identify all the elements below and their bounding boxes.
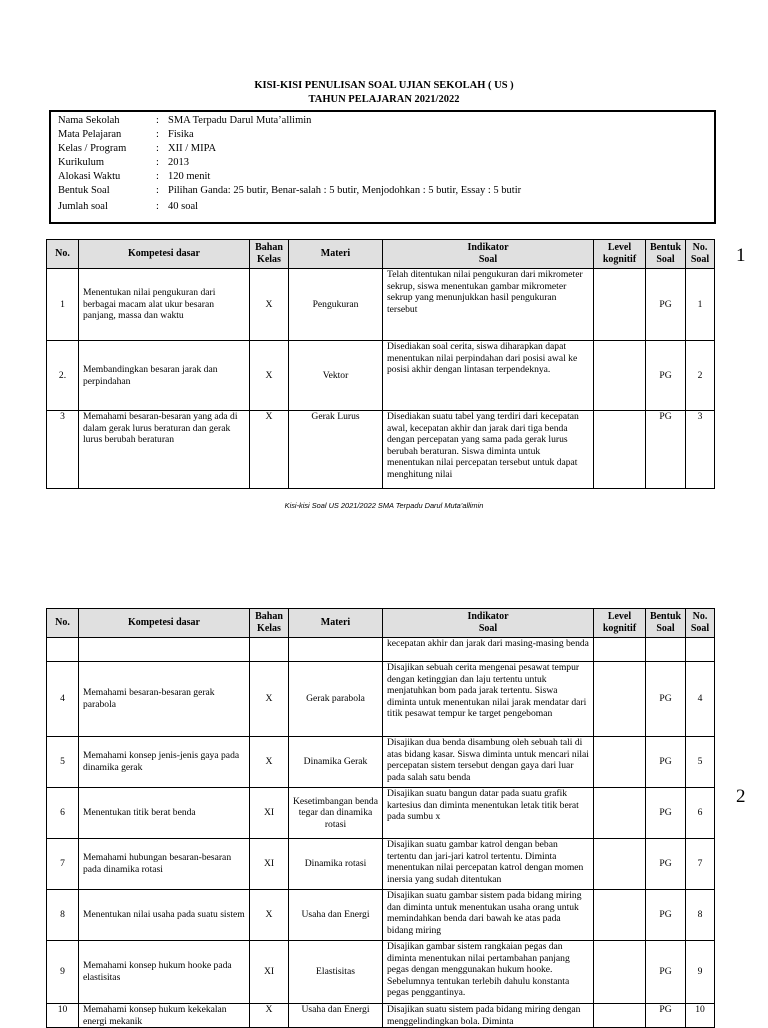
info-colon: : xyxy=(156,185,159,196)
cell-bentuk-soal-text: PG xyxy=(659,966,672,978)
cell-bentuk-soal-text: PG xyxy=(659,909,672,921)
cell-no xyxy=(47,788,79,839)
cell-kompetensi-dasar xyxy=(79,341,250,411)
cell-indikator-soal-text: Disajikan dua benda disambung oleh sebuah tali di atas bidang kasar. Siswa diminta untuk mencari nilai percepatan sistem tersebut dengan gaya dari luar pada salah satu benda xyxy=(387,737,589,783)
cell-materi xyxy=(289,269,383,341)
cell-no-text: 6 xyxy=(60,807,65,819)
header-indikator-soal: Indikator Soal xyxy=(383,240,594,269)
header-no: No. xyxy=(47,609,79,638)
cell-no xyxy=(47,341,79,411)
cell-no-soal xyxy=(686,890,715,941)
cell-materi-text: Usaha dan Energi xyxy=(301,1004,370,1015)
cell-materi xyxy=(289,662,383,737)
cell-materi xyxy=(289,638,383,662)
info-value: XII / MIPA xyxy=(168,143,217,154)
table-row xyxy=(47,341,715,411)
cell-kompetensi-dasar-text: Memahami konsep hukum hooke pada elastisitas xyxy=(83,960,232,983)
info-row xyxy=(58,157,189,169)
cell-no xyxy=(47,411,79,489)
info-value: 2013 xyxy=(168,157,189,168)
header-level-kognitif: Level kognitif xyxy=(594,609,646,638)
info-colon: : xyxy=(156,129,159,140)
cell-no-text: 8 xyxy=(60,909,65,921)
cell-indikator-soal xyxy=(383,269,594,341)
cell-bahan-kelas xyxy=(250,411,289,489)
cell-indikator-soal xyxy=(383,941,594,1004)
cell-bentuk-soal xyxy=(646,737,686,788)
cell-no-text: 4 xyxy=(60,693,65,705)
cell-materi xyxy=(289,839,383,890)
cell-no xyxy=(47,737,79,788)
cell-bentuk-soal-text: PG xyxy=(659,1004,672,1015)
cell-bentuk-soal xyxy=(646,269,686,341)
cell-no-soal-text: 7 xyxy=(697,858,703,870)
info-label: Jumlah soal xyxy=(58,201,108,212)
cell-indikator-soal xyxy=(383,737,594,788)
info-value: 120 menit xyxy=(168,171,211,182)
cell-bahan-kelas-text: X xyxy=(265,1004,273,1015)
cell-bentuk-soal xyxy=(646,788,686,839)
cell-kompetensi-dasar-text: Memahami besaran-besaran gerak parabola xyxy=(83,687,215,710)
cell-bahan-kelas xyxy=(250,341,289,411)
cell-bentuk-soal xyxy=(646,662,686,737)
cell-indikator-soal xyxy=(383,638,594,662)
header-materi: Materi xyxy=(289,240,383,269)
info-label: Nama Sekolah xyxy=(58,115,120,126)
cell-no-soal xyxy=(686,662,715,737)
table-row xyxy=(47,788,715,839)
cell-no-soal-text: 10 xyxy=(695,1004,705,1015)
cell-indikator-soal-text: Disediakan soal cerita, siswa diharapkan dapat menentukan nilai perpindahan dari posisi awal ke posisi akhir dengan lintasan terpendeknya. xyxy=(387,341,578,376)
cell-bahan-kelas-text: X xyxy=(265,756,273,768)
cell-no-text: 2. xyxy=(58,369,67,381)
cell-indikator-soal-text: Disajikan suatu bangun datar pada suatu grafik kartesius dan diminta menentukan letak titik berat pada sumbu x xyxy=(387,788,579,823)
cell-kompetensi-dasar xyxy=(79,839,250,890)
cell-materi xyxy=(289,941,383,1004)
cell-kompetensi-dasar xyxy=(79,662,250,737)
cell-bahan-kelas xyxy=(250,788,289,839)
cell-bahan-kelas-text: XI xyxy=(263,807,275,819)
header-no-soal: No. Soal xyxy=(686,609,715,638)
cell-bahan-kelas xyxy=(250,638,289,662)
cell-bentuk-soal xyxy=(646,411,686,489)
cell-bahan-kelas-text: X xyxy=(265,693,273,705)
header-no-soal: No. Soal xyxy=(686,240,715,269)
cell-no-soal-text: 5 xyxy=(697,756,703,768)
cell-indikator-soal-text: Disediakan suatu tabel yang terdiri dari kecepatan awal, kecepatan akhir dan jarak dari tiga benda dengan percepatan yang sama pada gerak lurus berubah beraturan. Siswa diminta untuk menentukan nilai percepatan tersebut untuk dapat menghitung nilai xyxy=(387,411,579,480)
table-row xyxy=(47,941,715,1004)
cell-indikator-soal xyxy=(383,662,594,737)
table-row xyxy=(47,737,715,788)
cell-no-soal xyxy=(686,269,715,341)
cell-bahan-kelas-text: X xyxy=(265,411,273,422)
table-row xyxy=(47,411,715,489)
cell-materi-text: Kesetimbangan benda tegar dan dinamika rotasi xyxy=(293,795,378,830)
info-row xyxy=(58,171,210,183)
info-colon: : xyxy=(156,115,159,126)
cell-no-soal xyxy=(686,341,715,411)
cell-bentuk-soal-text: PG xyxy=(659,807,672,819)
cell-materi-text: Usaha dan Energi xyxy=(301,909,370,921)
cell-no-soal xyxy=(686,839,715,890)
cell-kompetensi-dasar xyxy=(79,269,250,341)
info-colon: : xyxy=(156,171,159,182)
table-row xyxy=(47,839,715,890)
cell-materi-text: Dinamika Gerak xyxy=(303,756,368,768)
header-bentuk-soal: Bentuk Soal xyxy=(646,609,686,638)
cell-bentuk-soal xyxy=(646,839,686,890)
info-value: 40 soal xyxy=(168,201,199,212)
cell-materi-text: Elastisitas xyxy=(316,966,355,978)
cell-no xyxy=(47,662,79,737)
cell-indikator-soal xyxy=(383,890,594,941)
cell-materi xyxy=(289,890,383,941)
cell-kompetensi-dasar xyxy=(79,638,250,662)
header-level-kognitif: Level kognitif xyxy=(594,240,646,269)
info-colon: : xyxy=(156,201,159,212)
info-row xyxy=(58,201,198,213)
school-info-box xyxy=(49,110,716,224)
cell-no xyxy=(47,839,79,890)
cell-bentuk-soal-text: PG xyxy=(659,693,672,705)
cell-bahan-kelas xyxy=(250,662,289,737)
cell-bentuk-soal xyxy=(646,890,686,941)
cell-kompetensi-dasar-text: Memahami besaran-besaran yang ada di dalam gerak lurus beraturan dan gerak lurus berubah beraturan xyxy=(83,411,238,446)
info-value: Pilihan Ganda: 25 butir, Benar-salah : 5 butir, Menjodohkan : 5 butir, Essay : 5 butir xyxy=(168,185,522,196)
cell-materi-text: Dinamika rotasi xyxy=(304,858,367,870)
header-kompetensi-dasar: Kompetesi dasar xyxy=(79,609,250,638)
header-bahan-kelas: Bahan Kelas xyxy=(250,240,289,269)
cell-bentuk-soal-text: PG xyxy=(659,298,672,310)
cell-bahan-kelas xyxy=(250,941,289,1004)
cell-indikator-soal-text: Disajikan suatu gambar katrol dengan beban tertentu dan jari-jari katrol tertentu. Diminta menentukan nilai percepatan katrol dengan momen inersia yang sudah ditentukan xyxy=(387,839,584,885)
cell-no-soal xyxy=(686,411,715,489)
info-row xyxy=(58,115,311,127)
cell-no-soal-text: 2 xyxy=(697,369,703,381)
cell-kompetensi-dasar xyxy=(79,411,250,489)
cell-indikator-soal-text: Telah ditentukan nilai pengukuran dari mikrometer sekrup, siswa menentukan gambar mikrometer sekrup yang menunjukkan hasil pengukuran tersebut xyxy=(387,269,583,315)
cell-level-kognitif xyxy=(594,737,646,788)
cell-bentuk-soal xyxy=(646,341,686,411)
cell-indikator-soal-text: Disajikan suatu gambar sistem pada bidang miring dan diminta untuk menentukan usaha orang untuk memindahkan benda dari bawah ke atas pada bidang miring xyxy=(387,890,582,936)
info-label: Kelas / Program xyxy=(58,143,127,154)
cell-indikator-soal-text: Disajikan suatu sistem pada bidang miring dengan menggelindingkan bola. Diminta xyxy=(387,1004,581,1027)
page-number: 1 xyxy=(736,245,746,266)
kisi-kisi-table-page-1 xyxy=(46,239,715,489)
cell-kompetensi-dasar xyxy=(79,737,250,788)
table-row xyxy=(47,638,715,662)
header-bahan-kelas: Bahan Kelas xyxy=(250,609,289,638)
cell-no-soal-text: 4 xyxy=(697,693,703,705)
cell-materi xyxy=(289,411,383,489)
cell-no-soal xyxy=(686,737,715,788)
cell-indikator-soal-text: Disajikan gambar sistem rangkaian pegas dan diminta menentukan nilai pertambahan panjang pegas dengan menggunakan hukum hooke. Sebelumnya tentukan terlebih dahulu konstanta pegas penggantinya. xyxy=(387,941,570,999)
cell-materi-text: Gerak parabola xyxy=(306,693,365,705)
info-label: Alokasi Waktu xyxy=(58,171,121,182)
cell-no-soal-text: 3 xyxy=(697,411,703,422)
cell-bahan-kelas-text: X xyxy=(265,298,273,310)
info-row xyxy=(58,185,521,197)
cell-no-soal-text: 6 xyxy=(697,807,703,819)
cell-no-soal xyxy=(686,638,715,662)
header-bentuk-soal: Bentuk Soal xyxy=(646,240,686,269)
header-indikator-soal: Indikator Soal xyxy=(383,609,594,638)
cell-bentuk-soal-text: PG xyxy=(659,858,672,870)
cell-bahan-kelas-text: XI xyxy=(263,966,275,978)
cell-materi-text: Pengukuran xyxy=(312,298,359,310)
cell-no-text: 1 xyxy=(60,298,65,310)
cell-bahan-kelas-text: X xyxy=(265,909,273,921)
cell-kompetensi-dasar-text: Menentukan nilai pengukuran dari berbagai macam alat ukur besaran panjang, massa dan waktu xyxy=(83,287,216,322)
info-label: Bentuk Soal xyxy=(58,185,110,196)
kisi-kisi-table-page-2 xyxy=(46,608,715,1028)
info-row xyxy=(58,143,216,155)
cell-level-kognitif xyxy=(594,341,646,411)
cell-materi xyxy=(289,737,383,788)
cell-kompetensi-dasar-text: Memahami konsep jenis-jenis gaya pada dinamika gerak xyxy=(83,750,240,773)
header-no: No. xyxy=(47,240,79,269)
cell-no-soal xyxy=(686,788,715,839)
cell-kompetensi-dasar-text: Memahami konsep hukum kekekalan energi mekanik xyxy=(83,1004,227,1027)
cell-indikator-soal-text: Disajikan sebuah cerita mengenai pesawat tempur dengan ketinggian dan laju tertentu untuk menjatuhkan bom pada jarak tertentu. Siswa diminta untuk menentukan nilai jarak mendatar dari titik pesawat tempur ke target pengeboman xyxy=(387,662,587,720)
cell-bentuk-soal-text: PG xyxy=(659,411,672,422)
cell-no xyxy=(47,890,79,941)
document-subtitle: TAHUN PELAJARAN 2021/2022 xyxy=(308,94,460,105)
cell-indikator-soal xyxy=(383,411,594,489)
document-title: KISI-KISI PENULISAN SOAL UJIAN SEKOLAH ( US ) xyxy=(254,80,514,91)
cell-materi xyxy=(289,341,383,411)
cell-bahan-kelas-text: XI xyxy=(263,858,275,870)
cell-indikator-soal xyxy=(383,341,594,411)
cell-no-soal-text: 8 xyxy=(697,909,703,921)
cell-bentuk-soal xyxy=(646,941,686,1004)
info-colon: : xyxy=(156,157,159,168)
cell-materi-text: Gerak Lurus xyxy=(311,411,360,422)
cell-level-kognitif xyxy=(594,638,646,662)
cell-kompetensi-dasar xyxy=(79,941,250,1004)
cell-no-soal-text: 9 xyxy=(697,966,703,978)
cell-bahan-kelas xyxy=(250,890,289,941)
cell-level-kognitif xyxy=(594,788,646,839)
cell-no-soal xyxy=(686,941,715,1004)
table-row xyxy=(47,269,715,341)
page-number: 2 xyxy=(736,786,746,807)
cell-bahan-kelas xyxy=(250,737,289,788)
cell-level-kognitif xyxy=(594,839,646,890)
info-row xyxy=(58,129,194,141)
cell-no-text: 7 xyxy=(60,858,65,870)
cell-level-kognitif xyxy=(594,890,646,941)
info-label: Kurikulum xyxy=(58,157,105,168)
cell-kompetensi-dasar xyxy=(79,788,250,839)
cell-indikator-soal-text: kecepatan akhir dan jarak dari masing-masing benda xyxy=(387,638,589,649)
cell-materi xyxy=(289,788,383,839)
cell-kompetensi-dasar-text: Memahami hubungan besaran-besaran pada dinamika rotasi xyxy=(83,852,232,875)
table-row xyxy=(47,662,715,737)
table-row xyxy=(47,890,715,941)
cell-bentuk-soal-text: PG xyxy=(659,756,672,768)
cell-level-kognitif xyxy=(594,662,646,737)
cell-kompetensi-dasar-text: Menentukan titik berat benda xyxy=(83,807,196,819)
cell-bahan-kelas xyxy=(250,269,289,341)
cell-kompetensi-dasar xyxy=(79,890,250,941)
header-kompetensi-dasar: Kompetesi dasar xyxy=(79,240,250,269)
cell-indikator-soal xyxy=(383,788,594,839)
info-value: Fisika xyxy=(168,129,194,140)
cell-indikator-soal xyxy=(383,839,594,890)
cell-no xyxy=(47,269,79,341)
cell-bahan-kelas xyxy=(250,839,289,890)
cell-no-text: 9 xyxy=(60,966,65,978)
cell-no xyxy=(47,638,79,662)
cell-bahan-kelas-text: X xyxy=(265,369,273,381)
cell-no-text: 5 xyxy=(60,756,65,768)
info-label: Mata Pelajaran xyxy=(58,129,122,140)
info-value: SMA Terpadu Darul Muta’allimin xyxy=(168,115,312,126)
page-footer: Kisi-kisi Soal US 2021/2022 SMA Terpadu Darul Muta’allimin xyxy=(284,501,484,510)
cell-no-soal-text: 1 xyxy=(697,298,703,310)
cell-kompetensi-dasar-text: Membandingkan besaran jarak dan perpindahan xyxy=(83,363,218,387)
cell-materi-text: Vektor xyxy=(322,369,349,381)
cell-bentuk-soal xyxy=(646,638,686,662)
cell-level-kognitif xyxy=(594,411,646,489)
header-materi: Materi xyxy=(289,609,383,638)
cell-level-kognitif xyxy=(594,269,646,341)
cell-level-kognitif xyxy=(594,941,646,1004)
cell-kompetensi-dasar-text: Menentukan nilai usaha pada suatu sistem xyxy=(83,909,245,921)
info-colon: : xyxy=(156,143,159,154)
cell-bentuk-soal-text: PG xyxy=(659,369,672,381)
cell-no-text: 10 xyxy=(57,1004,68,1015)
cell-no xyxy=(47,941,79,1004)
cell-no-text: 3 xyxy=(60,411,65,422)
